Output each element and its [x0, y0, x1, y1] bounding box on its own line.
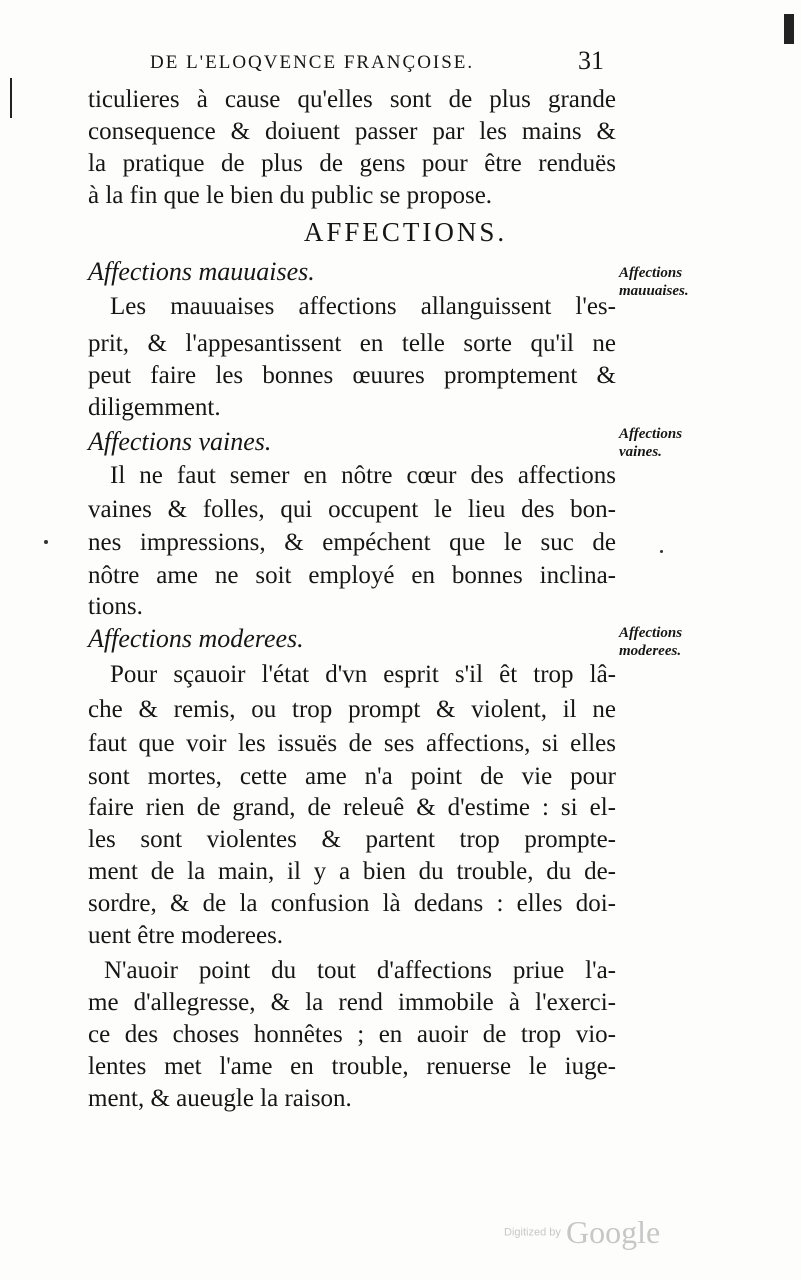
margin-note-line: Affections [619, 625, 683, 641]
text-line: vaines & folles, qui occupent le lieu des bon- [88, 496, 616, 523]
subheading-vaines: Affections vaines. [88, 427, 272, 456]
text-line: lentes met l'ame en trouble, renuerse le iuge- [88, 1053, 616, 1080]
text-line: che & remis, ou trop prompt & violent, il ne [88, 696, 616, 723]
text-line: ce des choses honnêtes ; en auoir de trop vio- [88, 1021, 616, 1048]
margin-note-line: moderees. [619, 643, 682, 659]
text-line: sont mortes, cette ame n'a point de vie pour [88, 763, 616, 790]
text-line: à la fin que le bien du public se propose. [88, 182, 493, 209]
text-line: ment, & aueugle la raison. [88, 1085, 352, 1112]
text-line: Il ne faut semer en nôtre cœur des affections [110, 462, 616, 489]
text-line: les sont violentes & partent trop prompte- [88, 826, 616, 853]
watermark-brand: Google [565, 1214, 661, 1250]
margin-note-line: vaines. [619, 444, 662, 460]
margin-note-vaines [619, 425, 719, 461]
text-line: ment de la main, il y a bien du trouble, du de- [88, 858, 616, 885]
text-line: Pour sçauoir l'état d'vn esprit s'il êt trop lâ- [110, 661, 616, 688]
text-line: la pratique de plus de gens pour être renduës [88, 150, 616, 177]
text-line: uent être moderees. [88, 922, 284, 949]
text-line: nes impressions, & empéchent que le suc de [88, 529, 616, 556]
margin-note-line: Affections [619, 265, 683, 281]
text-line: faire rien de grand, de releuê & d'estime : si el- [88, 794, 616, 821]
text-line: N'auoir point du tout d'affections priue l'a- [104, 957, 616, 984]
text-line: prit, & l'appesantissent en telle sorte qu'il ne [88, 330, 616, 357]
margin-note-mauuaises [619, 264, 719, 300]
left-edge-mark [10, 78, 12, 118]
text-line: tions. [88, 593, 143, 620]
text-line: Les mauuaises affections allanguissent l'es- [110, 293, 616, 320]
section-title: AFFECTIONS. [303, 217, 508, 247]
ink-speck [660, 550, 663, 553]
ink-speck [44, 540, 48, 544]
watermark-prefix: Digitized by [504, 1226, 561, 1239]
margin-note-line: mauuaises. [619, 283, 689, 299]
text-line: nôtre ame ne soit employé en bonnes inclina- [88, 562, 616, 589]
text-line: peut faire les bonnes œuures promptement & [88, 362, 616, 389]
text-line: consequence & doiuent passer par les mains & [88, 118, 616, 145]
text-line: ticulieres à cause qu'elles sont de plus grande [88, 86, 616, 113]
text-line: diligemment. [88, 394, 221, 421]
margin-note-moderees [619, 624, 719, 660]
margin-note-line: Affections [619, 426, 683, 442]
right-edge-mark [784, 14, 794, 44]
text-line: faut que voir les issuës de ses affections, si elles [88, 730, 616, 757]
text-line: me d'allegresse, & la rend immobile à l'exerci- [88, 989, 616, 1016]
subheading-mauuaises: Affections mauuaises. [88, 257, 315, 286]
subheading-moderees: Affections moderees. [88, 624, 304, 653]
page-number: 31 [578, 46, 604, 75]
text-line: sordre, & de la confusion là dedans : elles doi- [88, 890, 616, 917]
running-head: DE L'ELOQVENCE FRANÇOISE. [150, 52, 475, 73]
digitized-by-google-watermark [504, 1214, 674, 1251]
